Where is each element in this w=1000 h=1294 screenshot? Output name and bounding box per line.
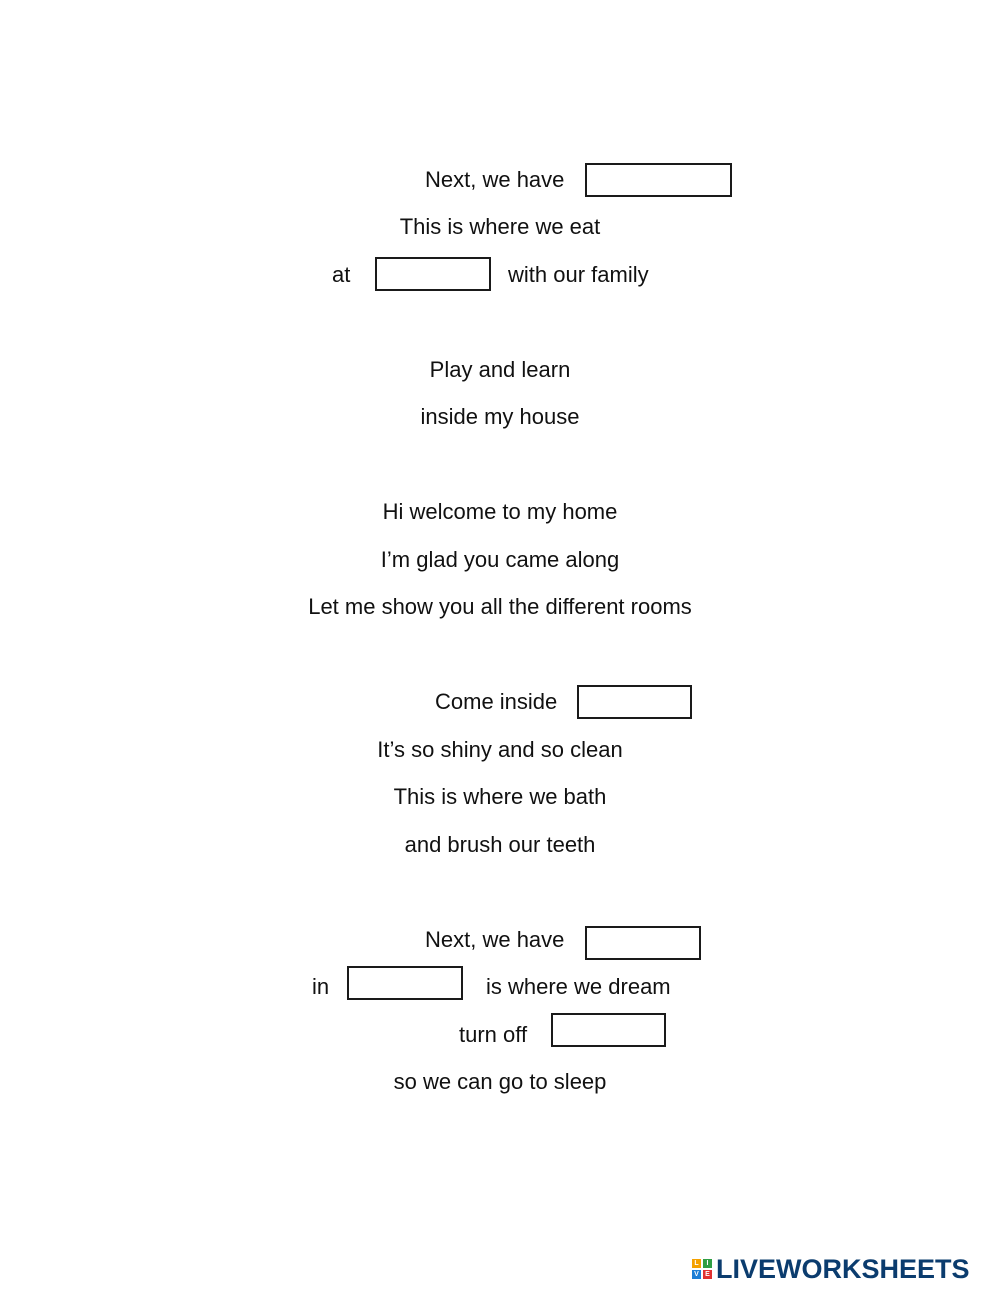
lyric-line: inside my house <box>420 404 580 429</box>
logo-mark-letter: E <box>703 1270 712 1279</box>
lyric-line: It’s so shiny and so clean <box>377 737 623 762</box>
lyric-line-suffix: with our family <box>508 262 649 287</box>
lyric-line-prefix: in <box>312 974 330 999</box>
logo-mark-letter: V <box>692 1270 701 1279</box>
lyric-line: I’m glad you came along <box>380 547 620 572</box>
lyric-line-suffix: is where we dream <box>486 974 671 999</box>
lyric-line: Come inside <box>435 689 558 714</box>
logo-mark-icon <box>692 1259 712 1279</box>
liveworksheets-logo <box>692 1254 970 1284</box>
answer-field-2[interactable] <box>375 257 491 291</box>
lyric-line: Next, we have <box>425 167 565 192</box>
logo-text: LIVEWORKSHEETS <box>716 1253 970 1284</box>
logo-mark-letter: L <box>692 1259 701 1268</box>
lyric-line: Play and learn <box>429 357 571 382</box>
lyric-line: Hi welcome to my home <box>382 499 618 524</box>
answer-field-1[interactable] <box>585 163 732 197</box>
lyric-line: Next, we have <box>425 927 565 952</box>
lyric-line: turn off <box>459 1022 528 1047</box>
logo-mark-letter: I <box>703 1259 712 1268</box>
answer-field-5[interactable] <box>347 966 463 1000</box>
lyric-line-prefix: at <box>332 262 351 287</box>
answer-field-3[interactable] <box>577 685 692 719</box>
answer-field-4[interactable] <box>585 926 701 960</box>
lyric-line: This is where we eat <box>399 214 601 239</box>
answer-field-6[interactable] <box>551 1013 666 1047</box>
lyric-line: Let me show you all the different rooms <box>308 594 692 619</box>
lyric-line: This is where we bath <box>393 784 607 809</box>
lyric-line: and brush our teeth <box>404 832 596 857</box>
lyric-line: so we can go to sleep <box>393 1069 607 1094</box>
